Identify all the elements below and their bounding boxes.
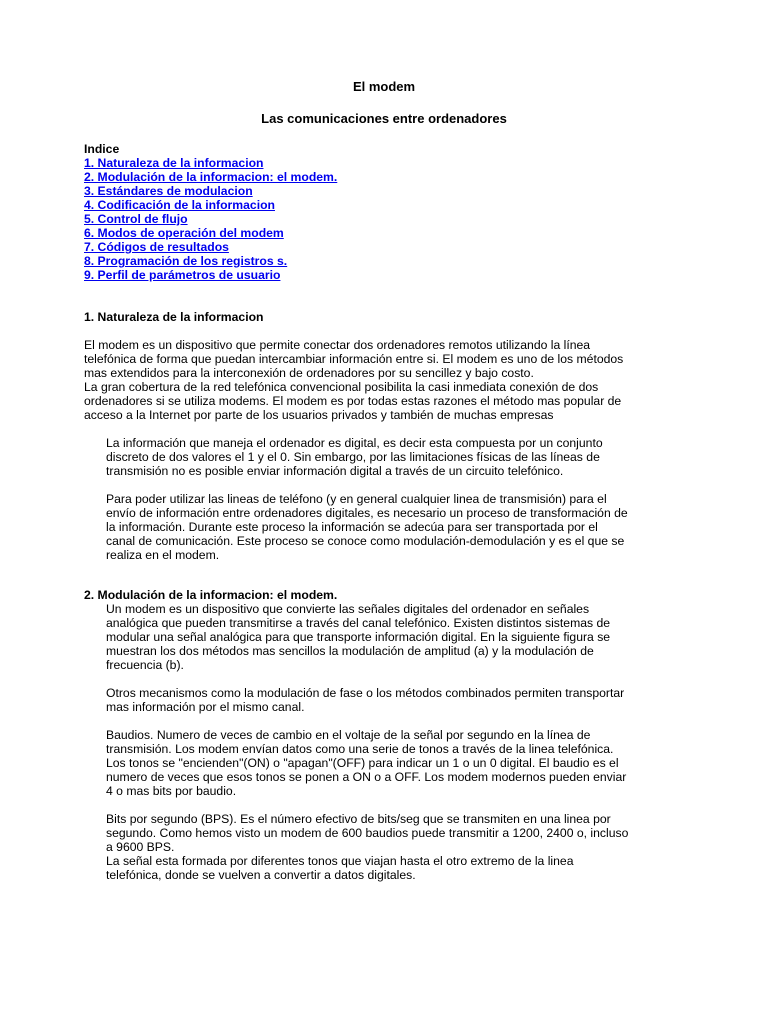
toc-link-5[interactable]: 5. Control de flujo — [84, 212, 188, 226]
paragraph-line: La gran cobertura de la red telefónica convencional posibilita la casi inmediata conexión de dos — [84, 380, 599, 394]
paragraph-line: El modem es un dispositivo que permite conectar dos ordenadores remotos utilizando la línea — [84, 338, 591, 352]
toc-link-1[interactable]: 1. Naturaleza de la informacion — [84, 156, 264, 170]
paragraph-line: realiza en el modem. — [106, 548, 220, 562]
toc-link-2[interactable]: 2. Modulación de la informacion: el modem. — [84, 170, 338, 184]
paragraph-line: transmisión no es posible enviar información digital a través de un circuito telefónico. — [106, 464, 564, 478]
paragraph-line: segundo. Como hemos visto un modem de 600 baudios puede transmitir a 1200, 2400 o, incluso — [106, 826, 629, 840]
paragraph-line: la información. Durante este proceso la información se adecúa para ser transportada por el — [106, 520, 598, 534]
paragraph-line: mas información por el mismo canal. — [106, 700, 305, 714]
paragraph-line: Un modem es un dispositivo que convierte las señales digitales del ordenador en señales — [106, 602, 590, 616]
paragraph-line: Bits por segundo (BPS). Es el número efectivo de bits/seg que se transmiten en una linea por — [106, 812, 611, 826]
section1-quote — [106, 436, 686, 562]
paragraph-line: Para poder utilizar las lineas de teléfono (y en general cualquier linea de transmisión) para el — [106, 492, 607, 506]
section2-body — [106, 602, 686, 882]
paragraph-line: modular una señal analógica para que transporte información digital. En la siguiente figura se — [106, 630, 611, 644]
paragraph-line: discreto de dos valores el 1 y el 0. Sin embargo, por las limitaciones físicas de las líneas de — [106, 450, 600, 464]
paragraph-line: Baudios. Numero de veces de cambio en el voltaje de la señal por segundo en la línea de — [106, 728, 591, 742]
paragraph-line: ordenadores si se utiliza modems. El modem es por todas estas razones el método mas popular de — [84, 394, 622, 408]
paragraph-line: numero de veces que esos tonos se ponen a ON o a OFF. Los modem modernos pueden enviar — [106, 770, 627, 784]
paragraph-line: telefónica de forma que puedan intercambiar información entre si. El modem es uno de los métodos — [84, 352, 624, 366]
paragraph-line: frecuencia (b). — [106, 658, 184, 672]
paragraph-line: envío de información entre ordenadores digitales, es necesario un proceso de transformación de — [106, 506, 628, 520]
paragraph-line: 4 o mas bits por baudio. — [106, 784, 237, 798]
paragraph-line: mas extendidos para la interconexión de ordenadores por su sencillez y bajo costo. — [84, 366, 534, 380]
paragraph-line: canal de comunicación. Este proceso se conoce como modulación-demodulación y es el que se — [106, 534, 625, 548]
page-subtitle: Las comunicaciones entre ordenadores — [261, 111, 507, 126]
paragraph-line: Los tonos se "encienden"(ON) o "apagan"(OFF) para indicar un 1 o un 0 digital. El baudio es el — [106, 756, 619, 770]
paragraph-line: La información que maneja el ordenador es digital, es decir esta compuesta por un conjunto — [106, 436, 603, 450]
toc-link-8[interactable]: 8. Programación de los registros s. — [84, 254, 288, 268]
paragraph-line: transmisión. Los modem envían datos como una serie de tonos a través de la linea telefónica. — [106, 742, 614, 756]
paragraph-line: analógica que pueden transmitirse a través del canal telefónico. Existen distintos sistemas de — [106, 616, 611, 630]
toc-link-6[interactable]: 6. Modos de operación del modem — [84, 226, 284, 240]
paragraph-line: acceso a la Internet por parte de los usuarios privados y también de muchas empresas — [84, 408, 554, 422]
toc-link-4[interactable]: 4. Codificación de la informacion — [84, 198, 275, 212]
toc-link-9[interactable]: 9. Perfil de parámetros de usuario — [84, 268, 281, 282]
section1-intro — [84, 338, 684, 422]
index-heading: Indice — [84, 142, 120, 156]
page-title: El modem — [352, 79, 416, 94]
toc-link-7[interactable]: 7. Códigos de resultados — [84, 240, 229, 254]
paragraph-line: Otros mecanismos como la modulación de fase o los métodos combinados permiten transportar — [106, 686, 625, 700]
paragraph-line: telefónica, donde se vuelven a convertir a datos digitales. — [106, 868, 416, 882]
section2-heading: 2. Modulación de la informacion: el modem. — [84, 588, 338, 602]
index-section — [84, 142, 684, 282]
toc-link-3[interactable]: 3. Estándares de modulacion — [84, 184, 253, 198]
paragraph-line: La señal esta formada por diferentes tonos que viajan hasta el otro extremo de la linea — [106, 854, 574, 868]
paragraph-line: a 9600 BPS. — [106, 840, 175, 854]
section1-heading: 1. Naturaleza de la informacion — [84, 310, 264, 324]
paragraph-line: muestran los dos métodos mas sencillos la modulación de amplitud (a) y la modulación de — [106, 644, 594, 658]
